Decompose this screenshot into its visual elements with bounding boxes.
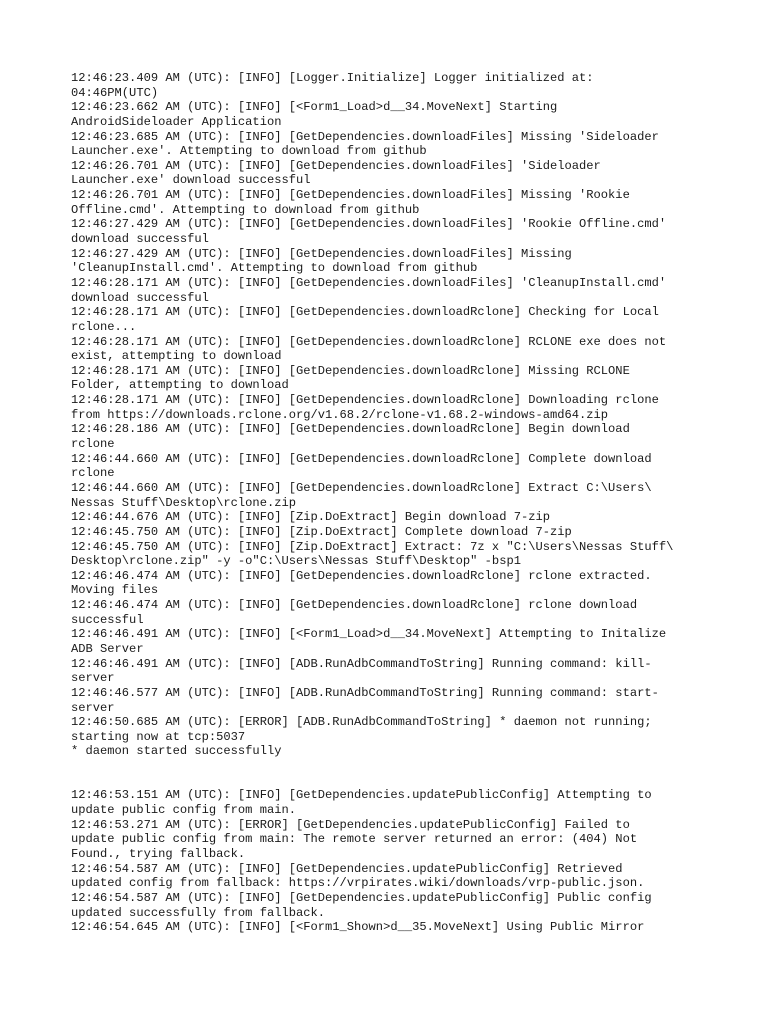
log-line: successful	[71, 612, 144, 627]
log-text-view	[71, 71, 711, 935]
log-line: from https://downloads.rclone.org/v1.68.2/rclone-v1.68.2-windows-amd64.zip	[71, 407, 609, 422]
log-line: updated successfully from fallback.	[71, 905, 326, 920]
log-line: 12:46:27.429 AM (UTC): [INFO] [GetDependencies.downloadFiles] 'Rookie Offline.cmd'	[71, 217, 667, 232]
log-line: update public config from main: The remote server returned an error: (404) Not	[71, 832, 638, 847]
log-line: 12:46:45.750 AM (UTC): [INFO] [Zip.DoExtract] Extract: 7z x "C:\Users\Nessas Stuff\	[71, 539, 674, 554]
log-line: 12:46:28.171 AM (UTC): [INFO] [GetDependencies.downloadFiles] 'CleanupInstall.cmd'	[71, 275, 667, 290]
log-line: 12:46:28.171 AM (UTC): [INFO] [GetDependencies.downloadRclone] Missing RCLONE	[71, 363, 630, 378]
log-line: Folder, attempting to download	[71, 378, 289, 393]
log-line: 12:46:54.587 AM (UTC): [INFO] [GetDependencies.updatePublicConfig] Public config	[71, 890, 652, 905]
log-line: 12:46:45.750 AM (UTC): [INFO] [Zip.DoExtract] Complete download 7-zip	[71, 524, 572, 539]
blank-log-line	[71, 759, 711, 774]
log-line: Launcher.exe'. Attempting to download from github	[71, 144, 427, 159]
log-line: 12:46:28.186 AM (UTC): [INFO] [GetDependencies.downloadRclone] Begin download	[71, 422, 630, 437]
log-line: 12:46:23.409 AM (UTC): [INFO] [Logger.Initialize] Logger initialized at:	[71, 71, 594, 85]
log-line: * daemon started successfully	[71, 744, 282, 759]
log-line: 12:46:53.151 AM (UTC): [INFO] [GetDependencies.updatePublicConfig] Attempting to	[71, 788, 652, 803]
log-line: download successful	[71, 232, 209, 247]
log-line: ADB Server	[71, 641, 144, 656]
log-line: 12:46:54.645 AM (UTC): [INFO] [<Form1_Shown>d__35.MoveNext] Using Public Mirror	[71, 920, 645, 935]
log-line: 12:46:26.701 AM (UTC): [INFO] [GetDependencies.downloadFiles] Missing 'Rookie	[71, 188, 630, 203]
log-line: download successful	[71, 290, 209, 305]
log-line: server	[71, 671, 115, 686]
log-line: 12:46:23.685 AM (UTC): [INFO] [GetDependencies.downloadFiles] Missing 'Sideloader	[71, 129, 659, 144]
log-line: 12:46:44.660 AM (UTC): [INFO] [GetDependencies.downloadRclone] Complete download	[71, 451, 652, 466]
log-line: Nessas Stuff\Desktop\rclone.zip	[71, 495, 296, 510]
log-line: AndroidSideloader Application	[71, 114, 282, 129]
log-line: 12:46:50.685 AM (UTC): [ERROR] [ADB.RunAdbCommandToString] * daemon not running;	[71, 715, 652, 730]
log-line: 12:46:46.474 AM (UTC): [INFO] [GetDependencies.downloadRclone] rclone extracted.	[71, 568, 652, 583]
log-line: rclone...	[71, 319, 137, 334]
log-line: Launcher.exe' download successful	[71, 173, 311, 188]
log-line: 12:46:46.491 AM (UTC): [INFO] [<Form1_Load>d__34.MoveNext] Attempting to Initalize	[71, 627, 667, 642]
blank-log-line	[71, 774, 711, 789]
log-line: Found., trying fallback.	[71, 846, 246, 861]
log-line: 12:46:27.429 AM (UTC): [INFO] [GetDependencies.downloadFiles] Missing	[71, 246, 572, 261]
log-line: 12:46:23.662 AM (UTC): [INFO] [<Form1_Load>d__34.MoveNext] Starting	[71, 100, 558, 115]
log-line: 12:46:53.271 AM (UTC): [ERROR] [GetDependencies.updatePublicConfig] Failed to	[71, 817, 630, 832]
log-line: rclone	[71, 437, 115, 452]
log-line: Moving files	[71, 583, 159, 598]
log-line: 12:46:26.701 AM (UTC): [INFO] [GetDependencies.downloadFiles] 'Sideloader	[71, 158, 601, 173]
log-line: 12:46:28.171 AM (UTC): [INFO] [GetDependencies.downloadRclone] Downloading rclone	[71, 393, 659, 408]
log-line: server	[71, 700, 115, 715]
log-line: exist, attempting to download	[71, 349, 282, 364]
log-line: starting now at tcp:5037	[71, 729, 246, 744]
log-line: Desktop\rclone.zip" -y -o"C:\Users\Nessas Stuff\Desktop" -bsp1	[71, 554, 521, 569]
log-line: 12:46:46.491 AM (UTC): [INFO] [ADB.RunAdbCommandToString] Running command: kill-	[71, 656, 652, 671]
log-line: 12:46:28.171 AM (UTC): [INFO] [GetDependencies.downloadRclone] Checking for Local	[71, 305, 659, 320]
log-line: 12:46:28.171 AM (UTC): [INFO] [GetDependencies.downloadRclone] RCLONE exe does not	[71, 334, 667, 349]
log-line: 12:46:54.587 AM (UTC): [INFO] [GetDependencies.updatePublicConfig] Retrieved	[71, 861, 623, 876]
log-line: 04:46PM(UTC)	[71, 85, 159, 100]
log-line: 'CleanupInstall.cmd'. Attempting to download from github	[71, 261, 478, 276]
log-line: Offline.cmd'. Attempting to download from github	[71, 202, 420, 217]
log-line: updated config from fallback: https://vrpirates.wiki/downloads/vrp-public.json.	[71, 876, 645, 891]
log-line: 12:46:44.676 AM (UTC): [INFO] [Zip.DoExtract] Begin download 7-zip	[71, 510, 550, 525]
log-line: 12:46:44.660 AM (UTC): [INFO] [GetDependencies.downloadRclone] Extract C:\Users\	[71, 480, 652, 495]
log-line: rclone	[71, 466, 115, 481]
log-line: 12:46:46.474 AM (UTC): [INFO] [GetDependencies.downloadRclone] rclone download	[71, 598, 638, 613]
log-line: update public config from main.	[71, 803, 296, 818]
log-line: 12:46:46.577 AM (UTC): [INFO] [ADB.RunAdbCommandToString] Running command: start-	[71, 685, 659, 700]
